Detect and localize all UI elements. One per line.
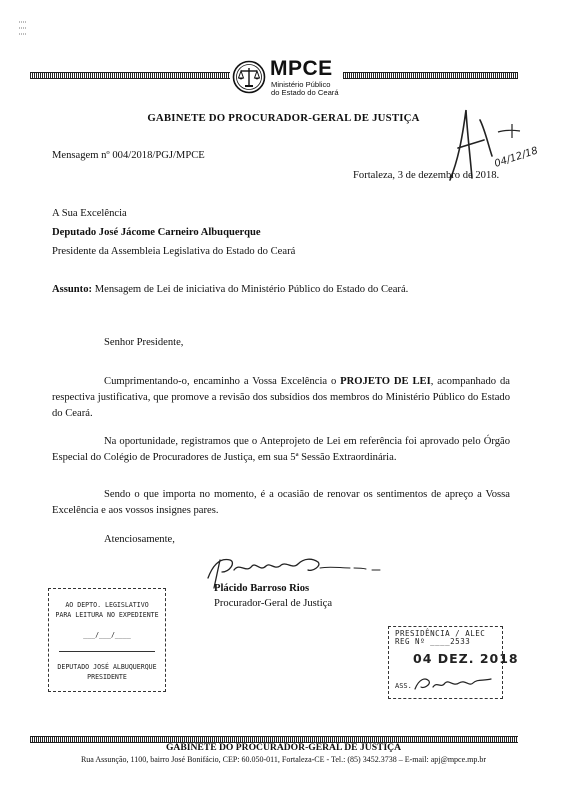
punch-hole-mark — [16, 20, 30, 40]
stamp-left-divider — [59, 651, 155, 652]
mpce-logo — [230, 56, 345, 98]
stamp-right-line-2: REG Nº ____2533 — [395, 637, 471, 646]
logo-subtitle-1: Ministério Público — [271, 80, 331, 89]
scales-of-justice-icon — [232, 60, 266, 94]
subject-text: Mensagem de Lei de iniciativa do Ministério Público do Estado do Ceará. — [92, 284, 409, 295]
para1-text-end: , acompanhado da respectiva justificativa, que promove a revisão dos subsídios dos membros do Ministério Público do Estado do Ceará. — [52, 376, 510, 419]
legislative-dispatch-stamp — [48, 588, 166, 692]
header-title: GABINETE DO PROCURADOR-GERAL DE JUSTIÇA — [147, 112, 420, 124]
stamp-right-line-1: PRESIDÊNCIA / ALEC — [395, 629, 486, 638]
para1-bold-term: PROJETO DE LEI — [340, 376, 431, 387]
stamp-right-ass-label: ASS. — [395, 682, 412, 690]
registry-received-stamp — [388, 626, 519, 699]
stamp-right-date: 04 DEZ. 2018 — [413, 651, 519, 666]
message-number: Mensagem nº 004/2018/PGJ/MPCE — [52, 150, 205, 161]
header-rule-left — [30, 72, 230, 79]
stamp-left-line-5: PRESIDENTE — [87, 673, 127, 681]
subject-line — [52, 283, 408, 296]
para1-text-start: Cumprimentando-o, encaminho a Vossa Excelência o — [104, 376, 341, 387]
footer-address: Rua Assunção, 1100, bairro José Bonifácio, CEP: 60.050-011, Fortaleza-CE - Tel.: (85) 3452.3738 – E-mail: apj@mpce.mp.br — [80, 755, 487, 764]
subject-label: Assunto: — [52, 284, 93, 295]
salutation: Senhor Presidente, — [104, 337, 184, 348]
logo-wordmark: MPCE — [270, 57, 333, 80]
letter-date: Fortaleza, 3 de dezembro de 2018. — [353, 170, 500, 181]
stamp-initials-signature — [411, 673, 499, 695]
stamp-left-date-blank: ___/___/____ — [83, 631, 131, 639]
body-paragraph-2 — [52, 434, 510, 466]
recipient-name: Deputado José Jácome Carneiro Albuquerque — [52, 227, 261, 238]
para2-text: Na oportunidade, registramos que o Anteprojeto de Lei em referência foi aprovado pelo Órgão Especial do Colégio de Procuradores de Justiça, em sua 5ª Sessão Extraordinária. — [52, 436, 510, 463]
recipient-title: Presidente da Assembleia Legislativa do Estado do Ceará — [52, 246, 296, 257]
recipient-greeting: A Sua Excelência — [52, 208, 127, 219]
stamp-left-line-2: PARA LEITURA NO EXPEDIENTE — [55, 611, 159, 619]
closing: Atenciosamente, — [104, 534, 175, 545]
header-rule-right — [343, 72, 518, 79]
footer-title: GABINETE DO PROCURADOR-GERAL DE JUSTIÇA — [165, 742, 402, 753]
annotation-date: 04/12/18 — [493, 145, 540, 170]
signer-name: Plácido Barroso Rios — [214, 583, 310, 594]
stamp-left-line-1: AO DEPTO. LEGISLATIVO — [65, 601, 149, 609]
signer-title: Procurador-Geral de Justiça — [214, 598, 333, 609]
body-paragraph-3 — [52, 487, 510, 519]
body-paragraph-1 — [52, 374, 510, 422]
logo-subtitle-2: do Estado do Ceará — [271, 88, 339, 97]
para3-text: Sendo o que importa no momento, é a ocasião de renovar os sentimentos de apreço a Vossa Excelência e aos vossos insignes pares. — [52, 489, 510, 516]
stamp-left-line-4: DEPUTADO JOSÉ ALBUQUERQUE — [57, 663, 157, 671]
